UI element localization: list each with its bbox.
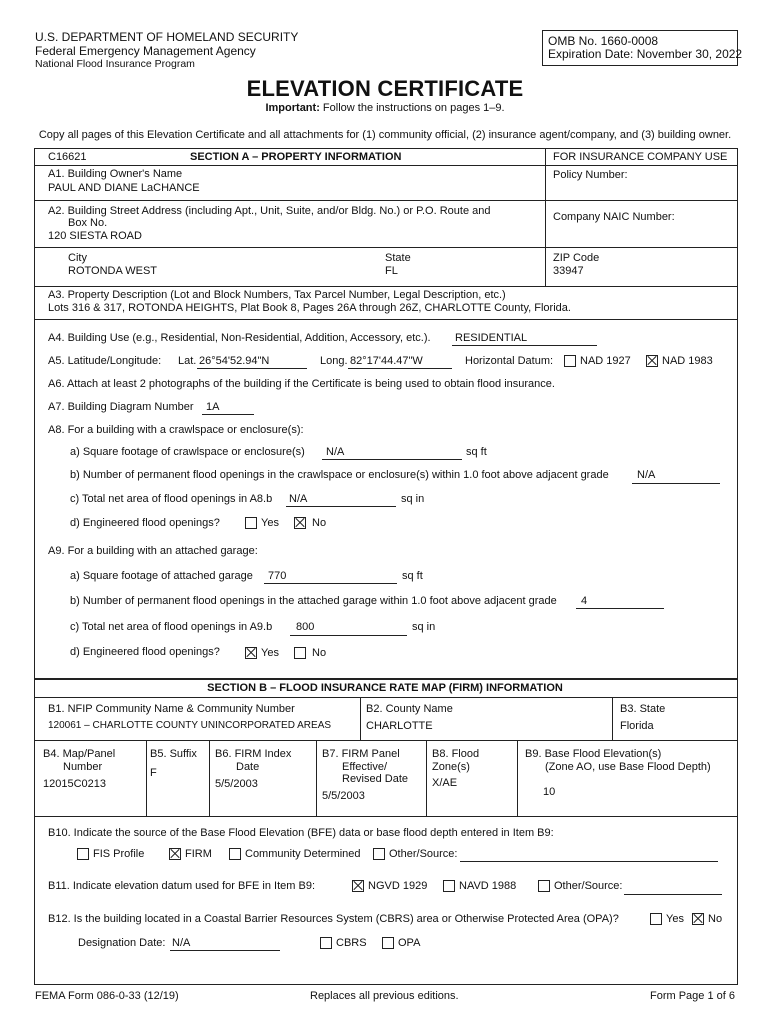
b2-county[interactable]: CHARLOTTE <box>366 720 433 732</box>
ngvd-1929-checkbox[interactable] <box>352 880 364 892</box>
a9a-unit: sq ft <box>402 570 423 582</box>
nad1983-label: NAD 1983 <box>662 355 713 367</box>
b9-label-line1: B9. Base Flood Elevation(s) <box>525 748 662 760</box>
b9-base-flood-elevation[interactable]: 10 <box>543 786 556 798</box>
a9-label: A9. For a building with an attached garage: <box>48 545 258 557</box>
b1-label: B1. NFIP Community Name & Community Number <box>48 703 295 715</box>
b11-other-field[interactable] <box>624 894 722 895</box>
opa-label: OPA <box>398 937 421 949</box>
important-text: Follow the instructions on pages 1–9. <box>322 102 505 114</box>
a9d-no-label: No <box>312 647 327 659</box>
a9b-value[interactable]: 4 <box>581 595 588 607</box>
a7-label: A7. Building Diagram Number <box>48 401 194 413</box>
important-note <box>0 102 770 114</box>
b8-label-line1: B8. Flood <box>432 748 480 760</box>
nad1927-checkbox[interactable] <box>564 355 576 367</box>
b5-label: B5. Suffix <box>150 748 197 760</box>
a9c-unit: sq in <box>412 621 436 633</box>
b10-other-field[interactable] <box>460 861 718 862</box>
community-determined-checkbox[interactable] <box>229 848 241 860</box>
navd-1988-label: NAVD 1988 <box>459 880 517 892</box>
cbrs-label: CBRS <box>336 937 367 949</box>
state-value[interactable]: FL <box>385 265 398 277</box>
a8c-value[interactable]: N/A <box>289 493 308 505</box>
nad1983-checkbox[interactable] <box>646 355 658 367</box>
b11-other-label: Other/Source: <box>554 880 623 892</box>
form-number: FEMA Form 086-0-33 (12/19) <box>35 990 179 1002</box>
b7-label-line2: Effective/ <box>342 761 388 773</box>
b7-label-line3: Revised Date <box>342 773 409 785</box>
b12-no-checkbox[interactable] <box>692 913 704 925</box>
a3-property-description[interactable]: Lots 316 & 317, ROTONDA HEIGHTS, Plat Book 8, Pages 26A through 26Z, CHARLOTTE County, Florida. <box>48 302 571 314</box>
a4-building-use[interactable]: RESIDENTIAL <box>455 332 528 344</box>
expiration-date: Expiration Date: November 30, 2022 <box>548 47 743 61</box>
b1-community[interactable]: 120061 – CHARLOTTE COUNTY UNINCORPORATED AREAS <box>48 720 332 731</box>
policy-number-label: Policy Number: <box>553 169 628 181</box>
b11-label: B11. Indicate elevation datum used for BFE in Item B9: <box>48 880 315 892</box>
b10-other-label: Other/Source: <box>389 848 458 860</box>
b10-other-checkbox[interactable] <box>373 848 385 860</box>
a9d-label: d) Engineered flood openings? <box>70 646 220 658</box>
b4-label-line2: Number <box>63 761 103 773</box>
designation-date-value[interactable]: N/A <box>172 937 191 949</box>
ngvd-1929-label: NGVD 1929 <box>368 880 428 892</box>
b6-index-date[interactable]: 5/5/2003 <box>215 778 258 790</box>
a6-label: A6. Attach at least 2 photographs of the building if the Certificate is being used to obtain flood insurance. <box>48 378 555 390</box>
b7-panel-date[interactable]: 5/5/2003 <box>322 790 365 802</box>
horizontal-datum-label: Horizontal Datum: <box>465 355 554 367</box>
program-name: National Flood Insurance Program <box>35 58 195 70</box>
form-id: C16621 <box>48 151 87 163</box>
replaces-note: Replaces all previous editions. <box>310 990 459 1002</box>
opa-checkbox[interactable] <box>382 937 394 949</box>
b3-label: B3. State <box>620 703 666 715</box>
designation-date-label: Designation Date: <box>78 937 166 949</box>
fis-profile-checkbox[interactable] <box>77 848 89 860</box>
lat-label: Lat. <box>178 355 197 367</box>
a2-street-address[interactable]: 120 SIESTA ROAD <box>48 230 142 242</box>
a4-label: A4. Building Use (e.g., Residential, Non-Residential, Addition, Accessory, etc.). <box>48 332 431 344</box>
insurance-use-heading: FOR INSURANCE COMPANY USE <box>553 151 728 163</box>
long-label: Long. <box>320 355 348 367</box>
zip-label: ZIP Code <box>553 252 600 264</box>
a9a-value[interactable]: 770 <box>268 570 287 582</box>
a8-label: A8. For a building with a crawlspace or enclosure(s): <box>48 424 304 436</box>
a8a-unit: sq ft <box>466 446 487 458</box>
a1-label: A1. Building Owner's Name <box>48 168 183 180</box>
a9a-label: a) Square footage of attached garage <box>70 570 253 582</box>
page-number: Form Page 1 of 6 <box>650 990 735 1002</box>
a8d-no-label: No <box>312 517 327 529</box>
firm-label: FIRM <box>185 848 212 860</box>
city-label: City <box>68 252 87 264</box>
firm-checkbox[interactable] <box>169 848 181 860</box>
b7-label-line1: B7. FIRM Panel <box>322 748 400 760</box>
b10-label: B10. Indicate the source of the Base Flood Elevation (BFE) data or base flood depth entered in Item B9: <box>48 827 554 839</box>
fis-profile-label: FIS Profile <box>93 848 145 860</box>
longitude-value[interactable]: 82°17'44.47"W <box>350 355 423 367</box>
b4-panel-number[interactable]: 12015C0213 <box>43 778 107 790</box>
a8c-label: c) Total net area of flood openings in A8.b <box>70 493 273 505</box>
a9d-no-checkbox[interactable] <box>294 647 306 659</box>
a8a-value[interactable]: N/A <box>326 446 345 458</box>
page-title: ELEVATION CERTIFICATE <box>246 76 524 101</box>
b6-label-line1: B6. FIRM Index <box>215 748 292 760</box>
a9d-yes-checkbox[interactable] <box>245 647 257 659</box>
cbrs-checkbox[interactable] <box>320 937 332 949</box>
b8-label-line2: Zone(s) <box>432 761 470 773</box>
b8-flood-zone[interactable]: X/AE <box>432 777 458 789</box>
zip-value[interactable]: 33947 <box>553 265 584 277</box>
agency-name: Federal Emergency Management Agency <box>35 44 256 58</box>
a9b-label: b) Number of permanent flood openings in the attached garage within 1.0 foot above adjacent grade <box>70 595 557 607</box>
b3-state[interactable]: Florida <box>620 720 654 732</box>
a8c-unit: sq in <box>401 493 425 505</box>
a9d-yes-label: Yes <box>261 647 279 659</box>
b2-label: B2. County Name <box>366 703 453 715</box>
state-label: State <box>385 252 411 264</box>
b12-label: B12. Is the building located in a Coastal Barrier Resources System (CBRS) area or Otherwise Protected Area (OPA)? <box>48 913 619 925</box>
a2-label-line2: Box No. <box>68 217 108 229</box>
nad1927-label: NAD 1927 <box>580 355 631 367</box>
b12-no-label: No <box>708 913 723 925</box>
dept-name: U.S. DEPARTMENT OF HOMELAND SECURITY <box>35 30 299 44</box>
city-value[interactable]: ROTONDA WEST <box>68 265 158 277</box>
important-label: Important: <box>265 102 320 114</box>
a8b-value[interactable]: N/A <box>637 469 656 481</box>
b12-yes-label: Yes <box>666 913 684 925</box>
latitude-value[interactable]: 26°54'52.94"N <box>199 355 270 367</box>
b6-label-line2: Date <box>236 761 260 773</box>
a8d-label: d) Engineered flood openings? <box>70 517 220 529</box>
a8b-label: b) Number of permanent flood openings in the crawlspace or enclosure(s) within 1.0 foot above adjacent grade <box>70 469 609 481</box>
copy-note: Copy all pages of this Elevation Certificate and all attachments for (1) community official, (2) insurance agent/company, and (3) building owner. <box>38 129 732 141</box>
a7-diagram-number[interactable]: 1A <box>206 401 220 413</box>
b5-suffix[interactable]: F <box>150 767 157 779</box>
b12-yes-checkbox[interactable] <box>650 913 662 925</box>
naic-label: Company NAIC Number: <box>553 211 675 223</box>
section-b-heading: SECTION B – FLOOD INSURANCE RATE MAP (FIRM) INFORMATION <box>207 682 563 694</box>
a5-label: A5. Latitude/Longitude: <box>48 355 162 367</box>
omb-number: OMB No. 1660-0008 <box>548 34 659 48</box>
community-determined-label: Community Determined <box>245 848 361 860</box>
a8a-label: a) Square footage of crawlspace or enclosure(s) <box>70 446 305 458</box>
b11-other-checkbox[interactable] <box>538 880 550 892</box>
b4-label-line1: B4. Map/Panel <box>43 748 116 760</box>
a2-label-line1: A2. Building Street Address (including Apt., Unit, Suite, and/or Bldg. No.) or P.O. Route and <box>48 205 491 217</box>
b9-label-line2: (Zone AO, use Base Flood Depth) <box>545 761 711 773</box>
a3-label: A3. Property Description (Lot and Block Numbers, Tax Parcel Number, Legal Description, etc.) <box>48 289 506 301</box>
a9c-value[interactable]: 800 <box>296 621 315 633</box>
a8d-yes-checkbox[interactable] <box>245 517 257 529</box>
a8d-no-checkbox[interactable] <box>294 517 306 529</box>
navd-1988-checkbox[interactable] <box>443 880 455 892</box>
a8d-yes-label: Yes <box>261 517 279 529</box>
a1-owner-name[interactable]: PAUL AND DIANE LaCHANCE <box>48 182 200 194</box>
section-a-heading: SECTION A – PROPERTY INFORMATION <box>190 151 402 163</box>
a9c-label: c) Total net area of flood openings in A9.b <box>70 621 273 633</box>
